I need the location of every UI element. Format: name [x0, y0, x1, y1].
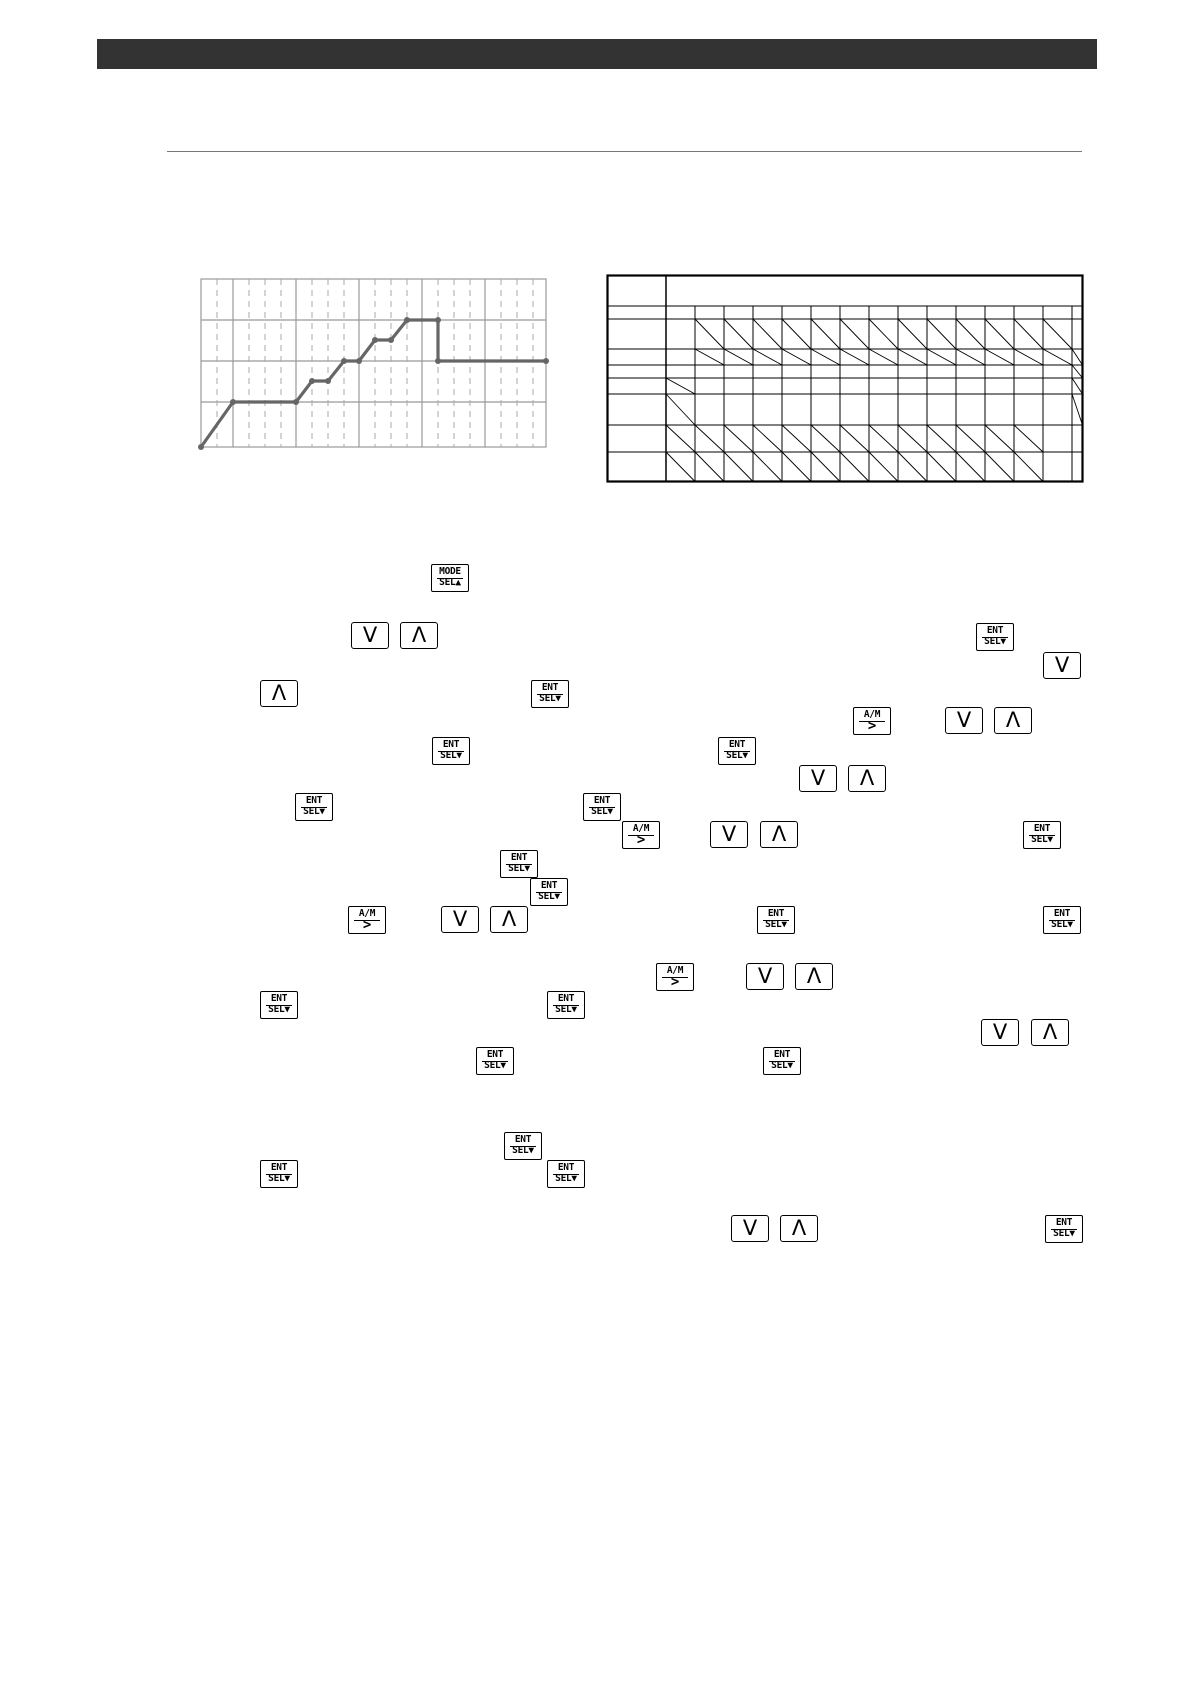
- key-top-label: ENT: [270, 993, 288, 1004]
- key-bottom-label: >: [670, 974, 680, 990]
- key-top-label: ENT: [540, 880, 558, 891]
- table-blank-cell: [811, 349, 840, 365]
- key-bottom-label: SEL▼: [484, 1060, 506, 1071]
- ent-sel-key[interactable]: [530, 878, 568, 906]
- table-blank-cell: [724, 319, 753, 349]
- table-blank-cell: [1014, 452, 1043, 482]
- key-top-label: A/M: [863, 709, 881, 720]
- ent-sel-key[interactable]: [1043, 906, 1081, 934]
- table-blank-cell: [724, 425, 753, 452]
- key-bottom-label: SEL▼: [303, 806, 325, 817]
- key-top-label: MODE: [439, 566, 461, 577]
- key-top-label: ENT: [593, 795, 611, 806]
- table-blank-cell: [927, 452, 956, 482]
- key-top-label: ENT: [1053, 908, 1071, 919]
- table-blank-cell: [956, 319, 985, 349]
- table-blank-cell: [1072, 394, 1083, 425]
- key-top-label: ENT: [442, 739, 460, 750]
- key-top-label: ENT: [305, 795, 323, 806]
- down-key-glyph: V: [992, 1020, 1008, 1044]
- up-key-glyph: Λ: [1005, 708, 1021, 732]
- header-bar: [97, 39, 1097, 69]
- key-top-label: A/M: [666, 965, 684, 976]
- ent-sel-key[interactable]: [260, 991, 298, 1019]
- down-key[interactable]: [710, 821, 748, 848]
- up-key[interactable]: [848, 765, 886, 792]
- table-blank-cell: [724, 349, 753, 365]
- ent-sel-key[interactable]: [295, 793, 333, 821]
- ent-sel-key[interactable]: [757, 906, 795, 934]
- key-bottom-label: >: [636, 832, 646, 848]
- table-blank-cell: [666, 425, 695, 452]
- table-blank-cell: [1043, 319, 1072, 349]
- up-key-glyph: Λ: [271, 681, 287, 705]
- table-blank-cell: [1072, 365, 1083, 378]
- table-blank-cell: [695, 425, 724, 452]
- key-bottom-label: SEL▼: [1031, 834, 1053, 845]
- up-key-glyph: Λ: [859, 766, 875, 790]
- table-blank-cell: [1072, 349, 1083, 365]
- table-blank-cell: [1014, 425, 1043, 452]
- table-blank-cell: [956, 452, 985, 482]
- am-shift-key[interactable]: [656, 963, 694, 991]
- key-bottom-label: SEL▼: [538, 891, 560, 902]
- down-key[interactable]: [1043, 652, 1081, 679]
- table-blank-cell: [869, 452, 898, 482]
- down-key[interactable]: [981, 1019, 1019, 1046]
- down-key-glyph: V: [1054, 653, 1070, 677]
- ent-sel-key[interactable]: [583, 793, 621, 821]
- table-blank-cell: [753, 349, 782, 365]
- key-bottom-label: >: [867, 718, 877, 734]
- key-bottom-label: SEL▼: [1051, 919, 1073, 930]
- ent-sel-key[interactable]: [547, 991, 585, 1019]
- mode-sel-key[interactable]: [431, 564, 469, 592]
- key-bottom-label: SEL▼: [591, 806, 613, 817]
- up-key-glyph: Λ: [771, 822, 787, 846]
- key-bottom-label: SEL▼: [984, 636, 1006, 647]
- key-top-label: ENT: [557, 993, 575, 1004]
- ent-sel-key[interactable]: [432, 737, 470, 765]
- key-bottom-label: >: [362, 917, 372, 933]
- key-bottom-label: SEL▼: [508, 863, 530, 874]
- table-blank-cell: [753, 452, 782, 482]
- table-blank-cell: [927, 319, 956, 349]
- down-key-glyph: V: [721, 822, 737, 846]
- table-blank-cell: [695, 349, 724, 365]
- up-key-glyph: Λ: [501, 907, 517, 931]
- table-blank-cell: [985, 425, 1014, 452]
- table-blank-cell: [666, 394, 695, 425]
- table-blank-cell: [927, 425, 956, 452]
- up-key[interactable]: [400, 622, 438, 649]
- up-key[interactable]: [780, 1215, 818, 1242]
- key-bottom-label: SEL▼: [726, 750, 748, 761]
- table-blank-cell: [782, 349, 811, 365]
- am-shift-key[interactable]: [853, 707, 891, 735]
- down-key[interactable]: [441, 906, 479, 933]
- table-blank-cell: [695, 319, 724, 349]
- up-key[interactable]: [795, 963, 833, 990]
- graph-points: [198, 317, 549, 450]
- table-blank-cell: [782, 319, 811, 349]
- table-blank-cell: [840, 452, 869, 482]
- key-bottom-label: SEL▼: [440, 750, 462, 761]
- table-blank-cell: [724, 452, 753, 482]
- ent-sel-key[interactable]: [763, 1047, 801, 1075]
- table-blank-cell: [869, 319, 898, 349]
- key-top-label: ENT: [767, 908, 785, 919]
- ent-sel-key[interactable]: [531, 680, 569, 708]
- down-key-glyph: V: [452, 907, 468, 931]
- down-key-glyph: V: [742, 1216, 758, 1240]
- table-blank-cell: [927, 349, 956, 365]
- table-blank-cell: [898, 452, 927, 482]
- ent-sel-key[interactable]: [976, 623, 1014, 651]
- table-blank-cell: [782, 452, 811, 482]
- ent-sel-key[interactable]: [260, 1160, 298, 1188]
- down-key-glyph: V: [956, 708, 972, 732]
- am-shift-key[interactable]: [348, 906, 386, 934]
- key-bottom-label: SEL▼: [771, 1060, 793, 1071]
- table-blank-cell: [695, 452, 724, 482]
- up-key-glyph: Λ: [791, 1216, 807, 1240]
- table-blank-cell: [1014, 349, 1043, 365]
- up-key-glyph: Λ: [806, 964, 822, 988]
- am-shift-key[interactable]: [622, 821, 660, 849]
- table-blank-cell: [985, 319, 1014, 349]
- ent-sel-key[interactable]: [1045, 1215, 1083, 1243]
- ent-sel-key[interactable]: [718, 737, 756, 765]
- key-top-label: ENT: [541, 682, 559, 693]
- key-bottom-label: SEL▼: [555, 1004, 577, 1015]
- key-top-label: A/M: [358, 908, 376, 919]
- program-setting-table: [606, 274, 1086, 484]
- key-top-label: ENT: [986, 625, 1004, 636]
- table-blank-cell: [811, 452, 840, 482]
- key-bottom-label: SEL▼: [765, 919, 787, 930]
- key-bottom-label: SEL▼: [268, 1173, 290, 1184]
- ent-sel-key[interactable]: [504, 1132, 542, 1160]
- key-top-label: ENT: [486, 1049, 504, 1060]
- key-top-label: ENT: [270, 1162, 288, 1173]
- table-blank-cell: [956, 349, 985, 365]
- table-blank-cell: [869, 425, 898, 452]
- table-blank-cell: [1072, 378, 1083, 394]
- up-key-glyph: Λ: [411, 623, 427, 647]
- key-bottom-label: SEL▼: [555, 1173, 577, 1184]
- ent-sel-key[interactable]: [500, 850, 538, 878]
- key-top-label: A/M: [632, 823, 650, 834]
- down-key[interactable]: [731, 1215, 769, 1242]
- down-key[interactable]: [351, 622, 389, 649]
- down-key[interactable]: [746, 963, 784, 990]
- down-key[interactable]: [799, 765, 837, 792]
- key-top-label: ENT: [514, 1134, 532, 1145]
- table-blank-cell: [811, 425, 840, 452]
- ent-sel-key[interactable]: [547, 1160, 585, 1188]
- key-bottom-label: SEL▲: [439, 577, 461, 588]
- table-blank-cell: [898, 349, 927, 365]
- up-key[interactable]: [994, 707, 1032, 734]
- key-bottom-label: SEL▼: [268, 1004, 290, 1015]
- section-rule: [167, 151, 1082, 152]
- program-pattern-graph: [195, 275, 555, 475]
- down-key-glyph: V: [757, 964, 773, 988]
- key-bottom-label: SEL▼: [539, 693, 561, 704]
- key-bottom-label: SEL▼: [512, 1145, 534, 1156]
- table-blank-cell: [753, 425, 782, 452]
- table-blank-cell: [985, 349, 1014, 365]
- down-key-glyph: V: [362, 623, 378, 647]
- key-top-label: ENT: [510, 852, 528, 863]
- table-blank-cell: [666, 378, 695, 394]
- graph-grid: [201, 279, 546, 447]
- ent-sel-key[interactable]: [1023, 821, 1061, 849]
- down-key-glyph: V: [810, 766, 826, 790]
- key-bottom-label: SEL▼: [1053, 1228, 1075, 1239]
- table-blank-cell: [782, 425, 811, 452]
- table-blank-cell: [840, 319, 869, 349]
- up-key[interactable]: [490, 906, 528, 933]
- up-key[interactable]: [260, 680, 298, 707]
- table-blank-cell: [956, 425, 985, 452]
- table-blank-cell: [1014, 319, 1043, 349]
- key-top-label: ENT: [1055, 1217, 1073, 1228]
- table-blank-cell: [898, 425, 927, 452]
- up-key-glyph: Λ: [1042, 1020, 1058, 1044]
- table-blank-cell: [898, 319, 927, 349]
- table-blank-cell: [869, 349, 898, 365]
- table-blank-cell: [753, 319, 782, 349]
- table-blank-cell: [840, 425, 869, 452]
- table-blank-cell: [666, 452, 695, 482]
- key-top-label: ENT: [728, 739, 746, 750]
- key-top-label: ENT: [773, 1049, 791, 1060]
- down-key[interactable]: [945, 707, 983, 734]
- key-top-label: ENT: [557, 1162, 575, 1173]
- table-blank-cell: [840, 349, 869, 365]
- table-blank-cell: [1043, 349, 1072, 365]
- up-key[interactable]: [1031, 1019, 1069, 1046]
- up-key[interactable]: [760, 821, 798, 848]
- ent-sel-key[interactable]: [476, 1047, 514, 1075]
- table-blank-cell: [811, 319, 840, 349]
- key-top-label: ENT: [1033, 823, 1051, 834]
- table-blank-cell: [985, 452, 1014, 482]
